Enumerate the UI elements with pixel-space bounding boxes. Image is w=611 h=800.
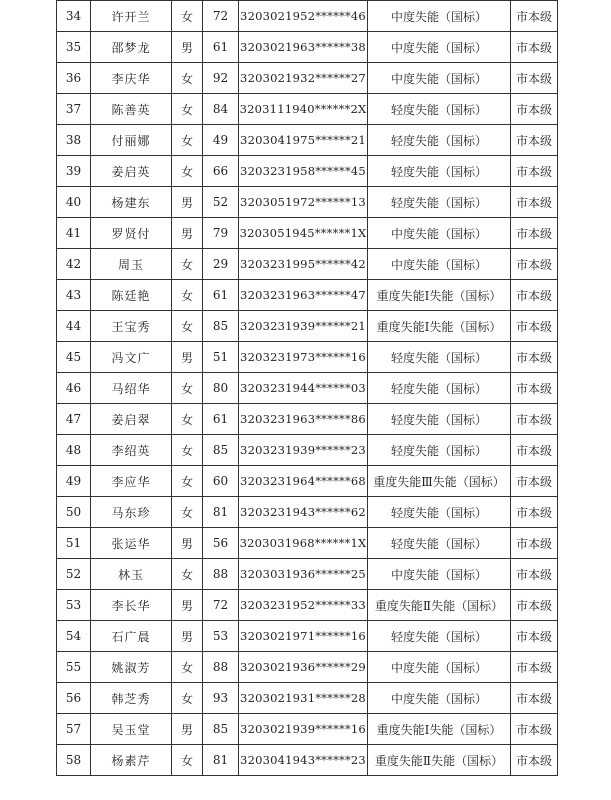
id-number-cell: 3203231995******42	[239, 249, 368, 280]
jurisdiction-cell: 市本级	[511, 63, 558, 94]
table-row	[57, 683, 558, 714]
sex-cell: 女	[172, 125, 203, 156]
sex-cell: 女	[172, 373, 203, 404]
disability-level-cell: 轻度失能（国标）	[368, 404, 511, 435]
table-row	[57, 528, 558, 559]
sex-cell: 女	[172, 745, 203, 776]
sex-cell: 男	[172, 187, 203, 218]
sex-cell: 女	[172, 63, 203, 94]
age-cell: 60	[203, 466, 239, 497]
name-cell: 李应华	[91, 466, 172, 497]
age-cell: 61	[203, 404, 239, 435]
name-cell: 杨素芹	[91, 745, 172, 776]
table-row	[57, 373, 558, 404]
name-cell: 李庆华	[91, 63, 172, 94]
id-number-cell: 3203231958******45	[239, 156, 368, 187]
row-number-cell: 44	[57, 311, 91, 342]
disability-level-cell: 中度失能（国标）	[368, 652, 511, 683]
disability-level-cell: 中度失能（国标）	[368, 32, 511, 63]
row-number-cell: 57	[57, 714, 91, 745]
id-number-cell: 3203041943******23	[239, 745, 368, 776]
table-row	[57, 187, 558, 218]
sex-cell: 男	[172, 590, 203, 621]
name-cell: 陈廷艳	[91, 280, 172, 311]
row-number-cell: 49	[57, 466, 91, 497]
disability-level-cell: 中度失能（国标）	[368, 559, 511, 590]
id-number-cell: 3203231964******68	[239, 466, 368, 497]
name-cell: 冯文广	[91, 342, 172, 373]
id-number-cell: 3203031968******1X	[239, 528, 368, 559]
jurisdiction-cell: 市本级	[511, 125, 558, 156]
jurisdiction-cell: 市本级	[511, 311, 558, 342]
jurisdiction-cell: 市本级	[511, 187, 558, 218]
row-number-cell: 58	[57, 745, 91, 776]
table-row	[57, 218, 558, 249]
table-row	[57, 745, 558, 776]
jurisdiction-cell: 市本级	[511, 404, 558, 435]
table-row	[57, 497, 558, 528]
jurisdiction-cell: 市本级	[511, 528, 558, 559]
sex-cell: 男	[172, 342, 203, 373]
table-row	[57, 63, 558, 94]
age-cell: 81	[203, 745, 239, 776]
table-row	[57, 125, 558, 156]
age-cell: 61	[203, 32, 239, 63]
jurisdiction-cell: 市本级	[511, 745, 558, 776]
row-number-cell: 54	[57, 621, 91, 652]
table-row	[57, 280, 558, 311]
disability-level-cell: 轻度失能（国标）	[368, 528, 511, 559]
sex-cell: 男	[172, 714, 203, 745]
id-number-cell: 3203021931******28	[239, 683, 368, 714]
row-number-cell: 53	[57, 590, 91, 621]
id-number-cell: 3203231944******03	[239, 373, 368, 404]
age-cell: 72	[203, 1, 239, 32]
sex-cell: 女	[172, 156, 203, 187]
age-cell: 88	[203, 559, 239, 590]
name-cell: 姚淑芳	[91, 652, 172, 683]
jurisdiction-cell: 市本级	[511, 652, 558, 683]
table-row	[57, 404, 558, 435]
table-row	[57, 156, 558, 187]
sex-cell: 女	[172, 683, 203, 714]
id-number-cell: 3203021971******16	[239, 621, 368, 652]
id-number-cell: 3203021939******16	[239, 714, 368, 745]
name-cell: 周玉	[91, 249, 172, 280]
age-cell: 72	[203, 590, 239, 621]
disability-level-cell: 中度失能（国标）	[368, 683, 511, 714]
disability-level-cell: 中度失能（国标）	[368, 218, 511, 249]
row-number-cell: 41	[57, 218, 91, 249]
table-row	[57, 621, 558, 652]
row-number-cell: 46	[57, 373, 91, 404]
row-number-cell: 36	[57, 63, 91, 94]
row-number-cell: 37	[57, 94, 91, 125]
age-cell: 93	[203, 683, 239, 714]
sex-cell: 女	[172, 435, 203, 466]
id-number-cell: 3203021936******29	[239, 652, 368, 683]
sex-cell: 女	[172, 280, 203, 311]
jurisdiction-cell: 市本级	[511, 435, 558, 466]
row-number-cell: 34	[57, 1, 91, 32]
name-cell: 吴玉堂	[91, 714, 172, 745]
name-cell: 许开兰	[91, 1, 172, 32]
jurisdiction-cell: 市本级	[511, 466, 558, 497]
table-row	[57, 1, 558, 32]
sex-cell: 女	[172, 311, 203, 342]
row-number-cell: 38	[57, 125, 91, 156]
name-cell: 马绍华	[91, 373, 172, 404]
table-row	[57, 32, 558, 63]
jurisdiction-cell: 市本级	[511, 497, 558, 528]
jurisdiction-cell: 市本级	[511, 280, 558, 311]
age-cell: 51	[203, 342, 239, 373]
row-number-cell: 47	[57, 404, 91, 435]
row-number-cell: 39	[57, 156, 91, 187]
table-row	[57, 311, 558, 342]
age-cell: 56	[203, 528, 239, 559]
id-number-cell: 3203031936******25	[239, 559, 368, 590]
age-cell: 84	[203, 94, 239, 125]
id-number-cell: 3203231963******86	[239, 404, 368, 435]
jurisdiction-cell: 市本级	[511, 94, 558, 125]
disability-level-cell: 轻度失能（国标）	[368, 156, 511, 187]
table-row	[57, 652, 558, 683]
jurisdiction-cell: 市本级	[511, 621, 558, 652]
roster-body	[57, 1, 558, 776]
table-row	[57, 435, 558, 466]
age-cell: 85	[203, 714, 239, 745]
disability-level-cell: 重度失能Ⅰ失能（国标）	[368, 280, 511, 311]
disability-level-cell: 轻度失能（国标）	[368, 621, 511, 652]
jurisdiction-cell: 市本级	[511, 373, 558, 404]
row-number-cell: 43	[57, 280, 91, 311]
sex-cell: 女	[172, 652, 203, 683]
jurisdiction-cell: 市本级	[511, 559, 558, 590]
disability-level-cell: 中度失能（国标）	[368, 249, 511, 280]
row-number-cell: 35	[57, 32, 91, 63]
jurisdiction-cell: 市本级	[511, 683, 558, 714]
disability-level-cell: 轻度失能（国标）	[368, 373, 511, 404]
row-number-cell: 55	[57, 652, 91, 683]
name-cell: 石广晨	[91, 621, 172, 652]
table-row	[57, 559, 558, 590]
disability-level-cell: 重度失能Ⅲ失能（国标）	[368, 466, 511, 497]
id-number-cell: 3203231943******62	[239, 497, 368, 528]
disability-level-cell: 轻度失能（国标）	[368, 342, 511, 373]
row-number-cell: 45	[57, 342, 91, 373]
id-number-cell: 3203231952******33	[239, 590, 368, 621]
age-cell: 29	[203, 249, 239, 280]
age-cell: 92	[203, 63, 239, 94]
age-cell: 66	[203, 156, 239, 187]
sex-cell: 女	[172, 497, 203, 528]
age-cell: 79	[203, 218, 239, 249]
name-cell: 韩芝秀	[91, 683, 172, 714]
disability-level-cell: 轻度失能（国标）	[368, 497, 511, 528]
name-cell: 马东珍	[91, 497, 172, 528]
sex-cell: 男	[172, 621, 203, 652]
id-number-cell: 3203041975******21	[239, 125, 368, 156]
row-number-cell: 50	[57, 497, 91, 528]
name-cell: 姜启翠	[91, 404, 172, 435]
name-cell: 杨建东	[91, 187, 172, 218]
row-number-cell: 52	[57, 559, 91, 590]
jurisdiction-cell: 市本级	[511, 156, 558, 187]
jurisdiction-cell: 市本级	[511, 249, 558, 280]
disability-level-cell: 轻度失能（国标）	[368, 435, 511, 466]
row-number-cell: 42	[57, 249, 91, 280]
name-cell: 李绍英	[91, 435, 172, 466]
age-cell: 49	[203, 125, 239, 156]
sex-cell: 女	[172, 1, 203, 32]
name-cell: 王宝秀	[91, 311, 172, 342]
name-cell: 李长华	[91, 590, 172, 621]
jurisdiction-cell: 市本级	[511, 32, 558, 63]
id-number-cell: 3203051972******13	[239, 187, 368, 218]
table-row	[57, 466, 558, 497]
id-number-cell: 3203021932******27	[239, 63, 368, 94]
id-number-cell: 3203231939******23	[239, 435, 368, 466]
name-cell: 张运华	[91, 528, 172, 559]
age-cell: 61	[203, 280, 239, 311]
table-row	[57, 249, 558, 280]
disability-level-cell: 中度失能（国标）	[368, 1, 511, 32]
disability-level-cell: 重度失能Ⅱ失能（国标）	[368, 590, 511, 621]
id-number-cell: 3203231963******47	[239, 280, 368, 311]
name-cell: 林玉	[91, 559, 172, 590]
age-cell: 80	[203, 373, 239, 404]
name-cell: 付丽娜	[91, 125, 172, 156]
disability-level-cell: 轻度失能（国标）	[368, 94, 511, 125]
jurisdiction-cell: 市本级	[511, 714, 558, 745]
disability-level-cell: 重度失能Ⅰ失能（国标）	[368, 311, 511, 342]
jurisdiction-cell: 市本级	[511, 342, 558, 373]
table-row	[57, 342, 558, 373]
disability-level-cell: 重度失能Ⅰ失能（国标）	[368, 714, 511, 745]
name-cell: 邵梦龙	[91, 32, 172, 63]
sex-cell: 女	[172, 404, 203, 435]
age-cell: 81	[203, 497, 239, 528]
name-cell: 姜启英	[91, 156, 172, 187]
table-row	[57, 714, 558, 745]
sex-cell: 男	[172, 218, 203, 249]
name-cell: 陈善英	[91, 94, 172, 125]
disability-level-cell: 轻度失能（国标）	[368, 125, 511, 156]
id-number-cell: 3203021963******38	[239, 32, 368, 63]
id-number-cell: 3203231939******21	[239, 311, 368, 342]
age-cell: 52	[203, 187, 239, 218]
row-number-cell: 48	[57, 435, 91, 466]
sex-cell: 女	[172, 249, 203, 280]
id-number-cell: 3203111940******2X	[239, 94, 368, 125]
roster-table	[56, 0, 558, 776]
name-cell: 罗贤付	[91, 218, 172, 249]
sex-cell: 女	[172, 94, 203, 125]
sex-cell: 女	[172, 559, 203, 590]
disability-level-cell: 重度失能Ⅱ失能（国标）	[368, 745, 511, 776]
roster-sheet	[56, 0, 557, 800]
age-cell: 85	[203, 435, 239, 466]
sex-cell: 男	[172, 32, 203, 63]
jurisdiction-cell: 市本级	[511, 590, 558, 621]
id-number-cell: 3203021952******46	[239, 1, 368, 32]
disability-level-cell: 中度失能（国标）	[368, 63, 511, 94]
id-number-cell: 3203231973******16	[239, 342, 368, 373]
row-number-cell: 56	[57, 683, 91, 714]
table-row	[57, 94, 558, 125]
age-cell: 53	[203, 621, 239, 652]
row-number-cell: 51	[57, 528, 91, 559]
jurisdiction-cell: 市本级	[511, 218, 558, 249]
sex-cell: 女	[172, 466, 203, 497]
jurisdiction-cell: 市本级	[511, 1, 558, 32]
row-number-cell: 40	[57, 187, 91, 218]
sex-cell: 男	[172, 528, 203, 559]
disability-level-cell: 轻度失能（国标）	[368, 187, 511, 218]
age-cell: 85	[203, 311, 239, 342]
id-number-cell: 3203051945******1X	[239, 218, 368, 249]
table-row	[57, 590, 558, 621]
age-cell: 88	[203, 652, 239, 683]
